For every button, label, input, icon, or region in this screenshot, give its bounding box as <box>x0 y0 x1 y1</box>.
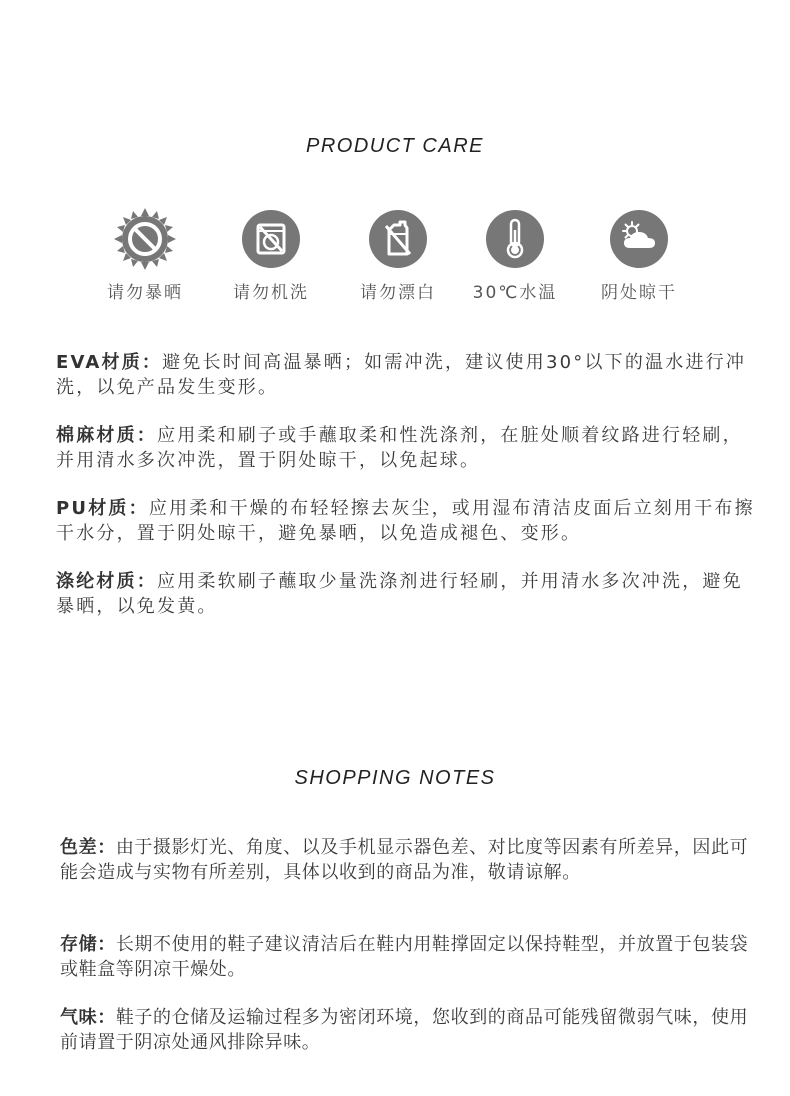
care-icon-no-bleach <box>343 208 453 303</box>
notes-item-text: 长期不使用的鞋子建议清洁后在鞋内用鞋撑固定以保持鞋型，并放置于包装袋或鞋盒等阴凉干燥处。 <box>60 934 749 980</box>
notes-item-color-difference <box>60 835 750 885</box>
notes-item-text: 由于摄影灯光、角度、以及手机显示器色差、对比度等因素有所差异，因此可能会造成与实物有所差别，具体以收到的商品为准，敬请谅解。 <box>60 837 749 883</box>
no-bleach-icon <box>367 208 429 270</box>
care-icon-label: 请勿漂白 <box>360 283 436 303</box>
no-machine-wash-icon <box>240 208 302 270</box>
care-item-lead: EVA材质： <box>56 352 163 373</box>
notes-item-storage <box>60 932 750 982</box>
care-item-polyester <box>56 569 756 619</box>
care-item-pu <box>56 496 756 546</box>
no-sun-icon <box>114 208 176 270</box>
care-icon-no-sun <box>90 208 200 303</box>
care-item-cotton-linen <box>56 423 756 473</box>
care-item-text: 应用柔和干燥的布轻轻擦去灰尘，或用湿布清洁皮面后立刻用干布擦干水分，置于阴处晾干，避免暴晒，以免造成褪色、变形。 <box>56 498 755 544</box>
notes-item-lead: 色差： <box>60 837 116 858</box>
care-icon-thermometer <box>460 208 570 303</box>
care-icon-label: 请勿机洗 <box>233 283 309 303</box>
care-item-lead: 棉麻材质： <box>56 425 157 446</box>
notes-item-odor <box>60 1005 750 1055</box>
product-care-title: PRODUCT CARE <box>305 135 484 157</box>
notes-item-text: 鞋子的仓储及运输过程多为密闭环境，您收到的商品可能残留微弱气味，使用前请置于阴凉处通风排除异味。 <box>60 1007 749 1053</box>
shopping-notes-title: SHOPPING NOTES <box>294 767 496 789</box>
care-item-lead: 涤纶材质： <box>56 571 157 592</box>
care-icon-label: 阴处晾干 <box>601 283 677 303</box>
care-icons-row <box>0 208 790 308</box>
notes-item-lead: 存储： <box>60 934 116 955</box>
notes-item-lead: 气味： <box>60 1007 116 1028</box>
care-item-eva <box>56 350 756 400</box>
care-item-text: 应用柔和刷子或手蘸取柔和性洗涤剂，在脏处顺着纹路进行轻刷，并用清水多次冲洗，置于阴处晾干，以免起球。 <box>56 425 743 471</box>
care-icon-no-machine-wash <box>216 208 326 303</box>
care-item-text: 避免长时间高温暴晒；如需冲洗，建议使用30°以下的温水进行冲洗，以免产品发生变形。 <box>56 352 747 398</box>
care-icon-label: 30℃水温 <box>472 283 558 303</box>
care-item-text: 应用柔软刷子蘸取少量洗涤剂进行轻刷，并用清水多次冲洗，避免暴晒，以免发黄。 <box>56 571 743 617</box>
care-icon-shade-dry <box>584 208 694 303</box>
thermometer-icon <box>484 208 546 270</box>
care-icon-label: 请勿暴晒 <box>107 283 183 303</box>
care-item-lead: PU材质： <box>56 498 149 519</box>
shade-dry-icon <box>608 208 670 270</box>
